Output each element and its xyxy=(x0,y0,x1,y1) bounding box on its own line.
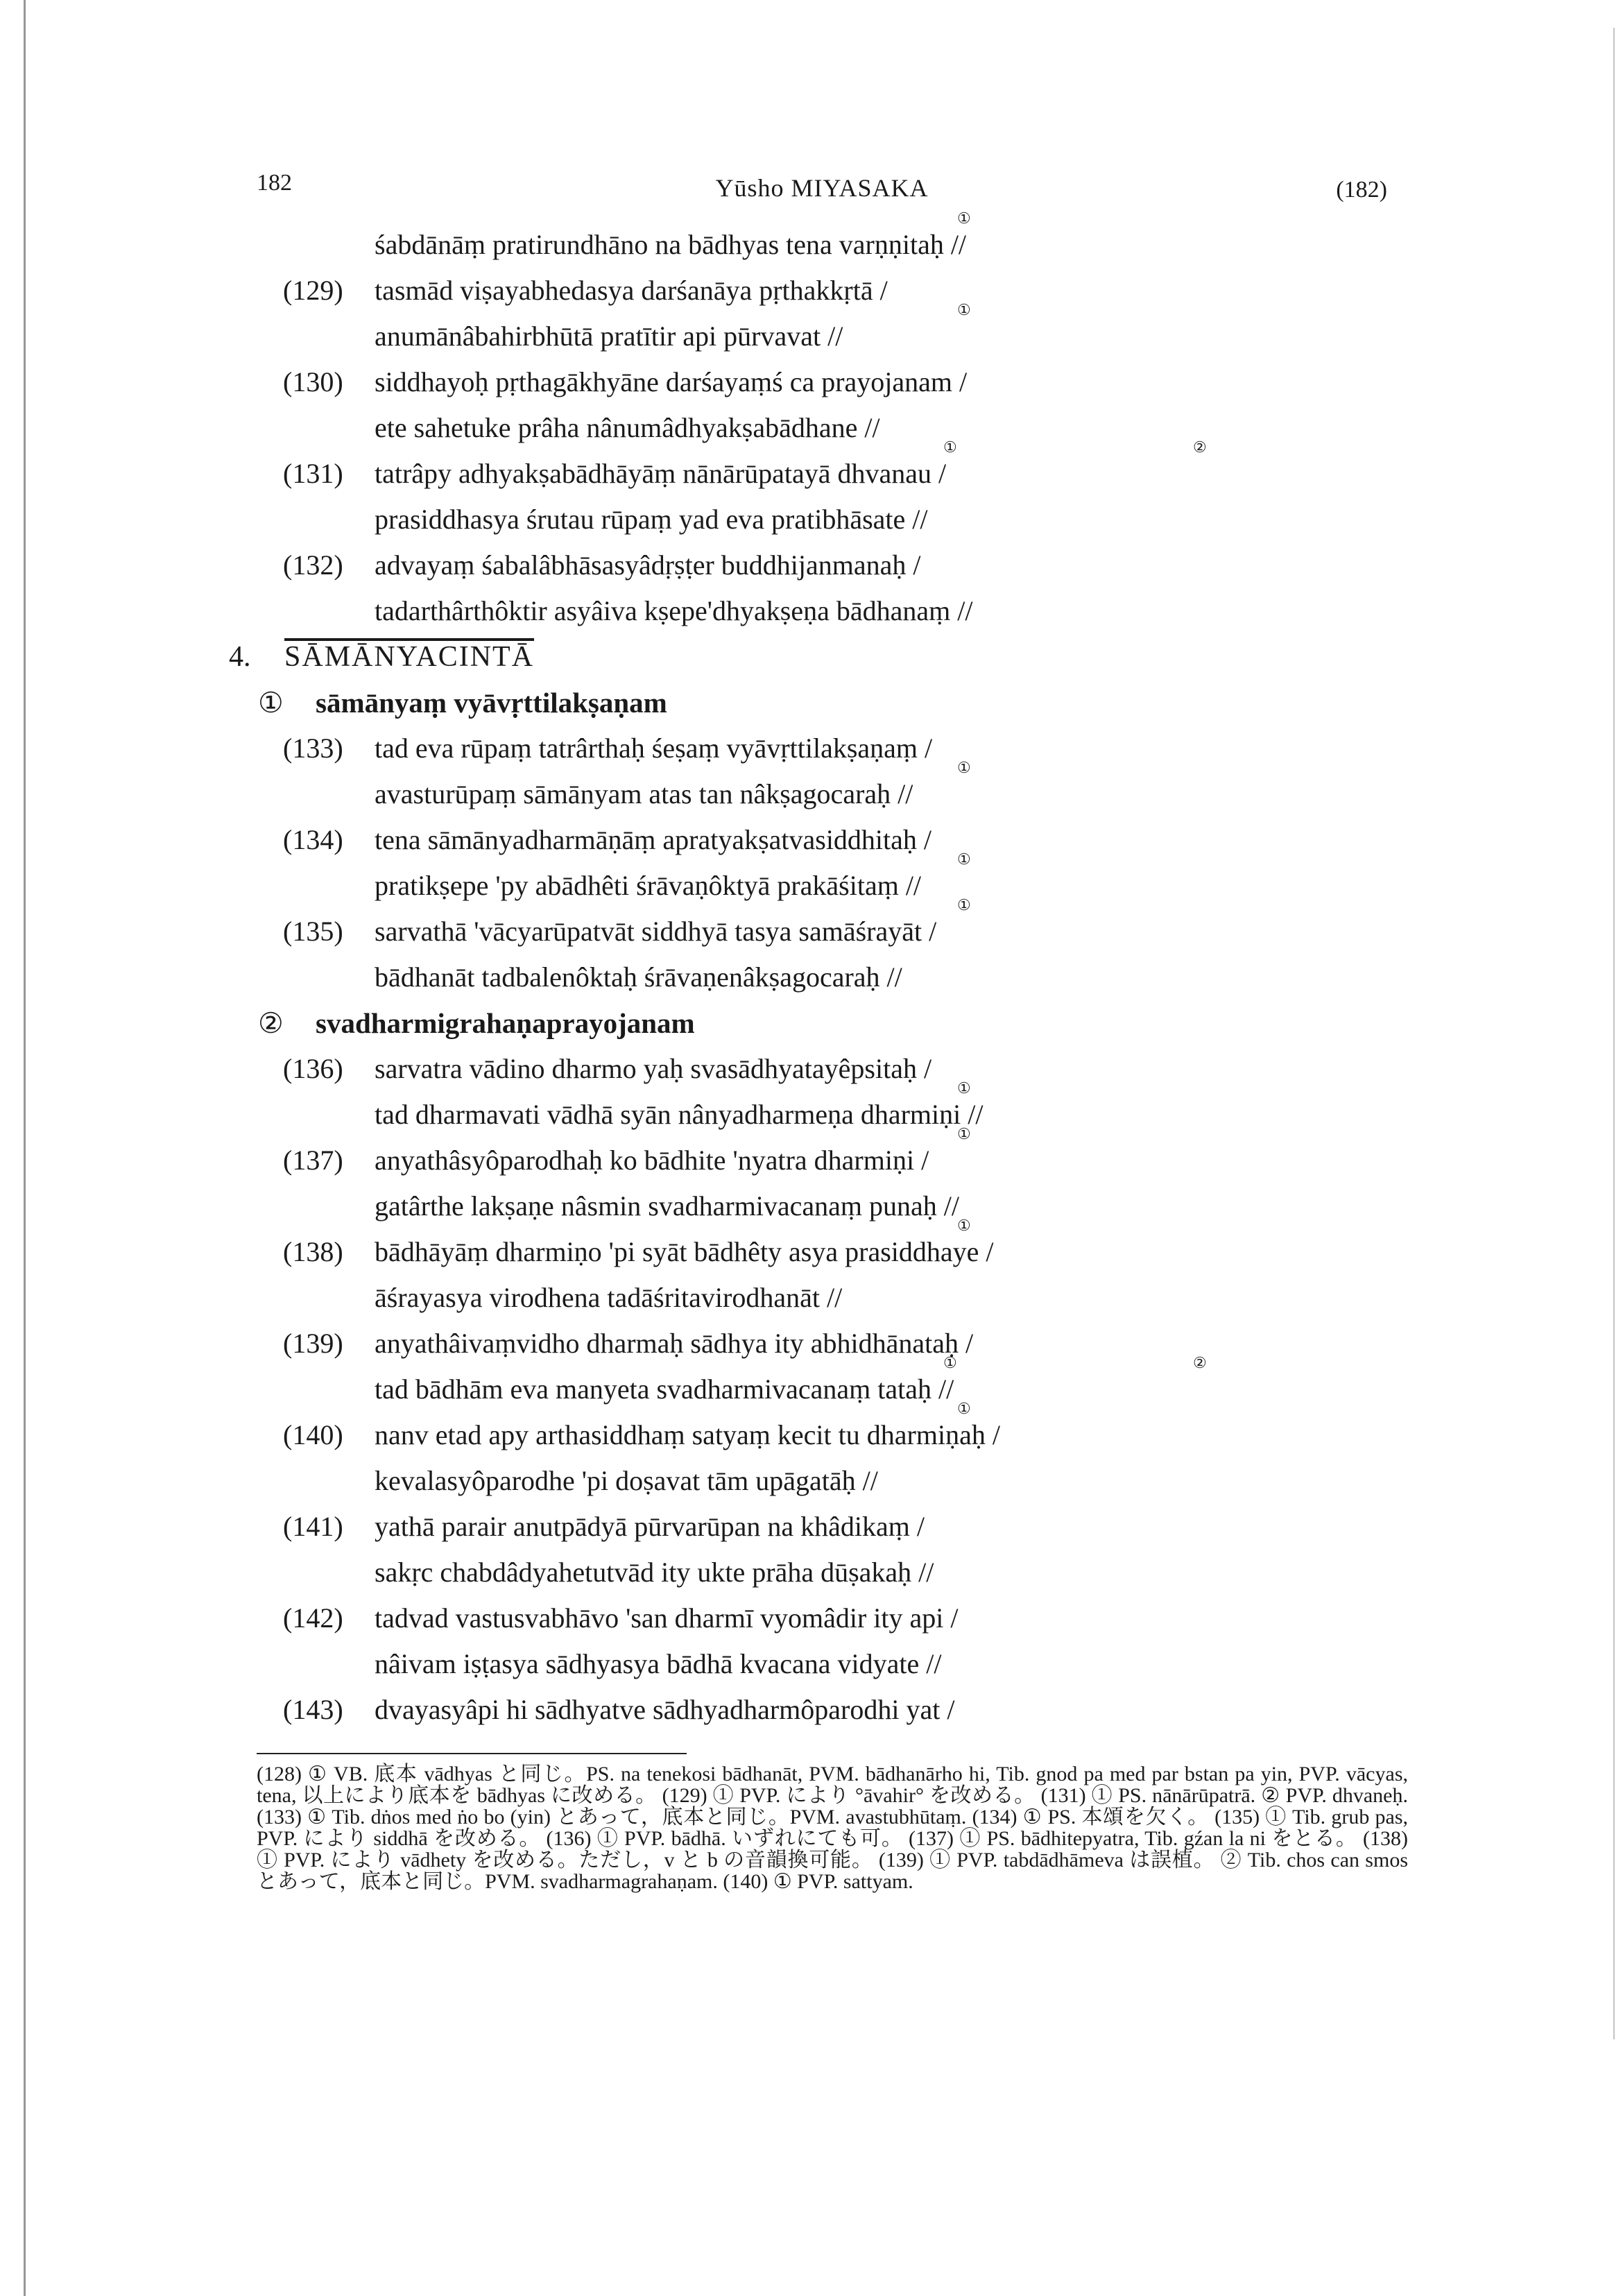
subsection-title: sāmānyaṃ vyāvṛttilakṣaṇam xyxy=(316,687,667,719)
verse-text: bādhanāt tadbalenôktaḥ śrāvaṇenâkṣagocaraḥ // xyxy=(375,961,902,993)
scan-edge-right xyxy=(1613,28,1615,2039)
note-marker: ① xyxy=(957,1217,971,1234)
verse-line xyxy=(229,759,1422,817)
verse-text: tadarthârthôktir asyâiva kṣepe'dhyakṣeṇa bādhanaṃ // xyxy=(375,595,973,626)
verse-text: sakṛc chabdâdyahetutvād ity ukte prāha dūṣakaḥ // xyxy=(375,1557,934,1588)
verse-text: siddhayoḥ pṛthagākhyāne darśayaṃś ca prayojanam / xyxy=(375,366,968,397)
verse-text: tad eva rūpaṃ tatrârthaḥ śeṣaṃ vyāvṛttilakṣaṇaṃ / xyxy=(375,733,933,764)
verse-line xyxy=(229,209,1422,268)
verse-number: (142) xyxy=(283,1602,343,1634)
subsection-number: ① xyxy=(258,687,284,719)
verse-number: (134) xyxy=(283,824,343,855)
verse-number: (131) xyxy=(283,458,343,489)
note-marker: ① xyxy=(957,759,971,776)
verse-line xyxy=(229,896,1422,954)
verse-number: (137) xyxy=(283,1145,343,1176)
verse-line xyxy=(229,1641,1422,1687)
subsection-heading-1 xyxy=(229,680,1422,726)
verse-text: tadvad vastusvabhāvo 'san dharmī vyomâdir ity api / xyxy=(375,1602,959,1634)
note-marker: ① xyxy=(957,1400,971,1417)
verse-text: nanv etad apy arthasiddhaṃ satyaṃ kecit tu dharmiṇaḥ / xyxy=(375,1419,1000,1450)
verse-text: advayaṃ śabalâbhāsasyâdṛṣṭer buddhijanmanaḥ / xyxy=(375,549,921,581)
note-marker: ① xyxy=(943,1354,957,1371)
verse-line xyxy=(229,1079,1422,1138)
page-number-right: (182) xyxy=(1336,177,1387,203)
verse-number: (135) xyxy=(283,916,343,947)
note-marker: ① xyxy=(957,896,971,914)
subsection-title: svadharmigrahaṇaprayojanam xyxy=(316,1007,695,1039)
verse-text: ete sahetuke prâha nânumâdhyakṣabādhane // xyxy=(375,412,880,443)
verse-line xyxy=(229,726,1422,771)
verse-text: sarvatra vādino dharmo yaḥ svasādhyatayêpsitaḥ / xyxy=(375,1053,932,1084)
verse-number: (129) xyxy=(283,275,343,306)
verse-line xyxy=(229,817,1422,863)
verse-line xyxy=(229,1046,1422,1092)
subsection-heading-2 xyxy=(229,1000,1422,1046)
verse-line xyxy=(229,850,1422,909)
verse-line xyxy=(229,268,1422,314)
note-marker: ① xyxy=(943,438,957,456)
verse-line xyxy=(229,405,1422,451)
verse-line xyxy=(229,588,1422,634)
verse-text: anyathâivaṃvidho dharmaḥ sādhya ity abhidhānataḥ / xyxy=(375,1328,974,1359)
verse-text: kevalasyôparodhe 'pi doṣavat tām upāgatāḥ // xyxy=(375,1465,878,1496)
footnote-rule xyxy=(257,1753,687,1754)
verse-number: (139) xyxy=(283,1328,343,1359)
note-marker: ① xyxy=(957,850,971,868)
verse-line xyxy=(229,954,1422,1000)
verse-text: yathā parair anutpādyā pūrvarūpan na khâdikaṃ / xyxy=(375,1511,925,1542)
verse-line xyxy=(229,1321,1422,1367)
verse-number: (138) xyxy=(283,1236,343,1267)
verse-line xyxy=(229,1458,1422,1504)
note-marker: ① xyxy=(957,1079,971,1097)
verse-line xyxy=(229,1275,1422,1321)
running-title: Yūsho MIYASAKA xyxy=(715,174,929,202)
section-title: SĀMĀNYACINTĀ xyxy=(284,641,535,673)
verse-text: śabdānāṃ pratirundhāno na bādhyas tena varṇṇitaḥ // xyxy=(375,229,967,260)
verse-line xyxy=(229,1354,1422,1412)
verse-number: (136) xyxy=(283,1053,343,1084)
note-marker: ① xyxy=(957,1125,971,1142)
verse-line xyxy=(229,1400,1422,1458)
verse-number: (143) xyxy=(283,1694,343,1725)
verse-line xyxy=(229,1550,1422,1595)
main-text xyxy=(229,209,1422,1733)
footnotes: (128) ① VB. 底本 vādhyas と同じ。PS. na tenekosi bādhanāt, PVM. bādhanārho hi, Tib. gnod pa med par bstan pa yin, PVP. vācyas, tena, 以上により底本を bādhyas に改める。 (129) ① PVP. により °āvahir° を改める。 (131) ① PS. nānārūpatrā. ② PVP. dhvaneḥ. (133) ① Tib. dṅos med ṅo bo (yin) とあって，底本と同じ。PVM. avastubhūtaṃ. (134) ① PS. 本頌を欠く。 (135) ① Tib. grub pas, PVP. により siddhā を改める。 (136) ① PVP. bādhā. いずれにても可。 (137) ① PS. bādhitepyatra, Tib. gźan la ni をとる。 (138) ① PVP. により vādhety を改める。ただし，v と b の音韻換可能。 (139) ① PVP. tabdādhāmeva は誤植。 ② Tib. chos can smos とあって，底本と同じ。PVM. svadharmagrahaṇam. (140) ① PVP. sattyam. xyxy=(257,1763,1408,1893)
verse-group-2 xyxy=(229,726,1422,1000)
note-marker: ① xyxy=(957,301,971,318)
verse-text: gatârthe lakṣaṇe nâsmin svadharmivacanaṃ punaḥ // xyxy=(375,1190,960,1222)
verse-line xyxy=(229,1687,1422,1733)
verse-number: (130) xyxy=(283,366,343,397)
verse-text: nâivam iṣṭasya sādhyasya bādhā kvacana vidyate // xyxy=(375,1648,942,1679)
verse-text: āśrayasya virodhena tadāśritavirodhanāt // xyxy=(375,1282,843,1313)
verse-text: prasiddhasya śrutau rūpaṃ yad eva pratibhāsate // xyxy=(375,504,928,535)
verse-line xyxy=(229,1183,1422,1229)
verse-text: tad dharmavati vādhā syān nânyadharmeṇa dharmiṇi // xyxy=(375,1099,984,1130)
verse-text: dvayasyâpi hi sādhyatve sādhyadharmôparodhi yat / xyxy=(375,1694,955,1725)
verse-text: bādhāyāṃ dharmiṇo 'pi syāt bādhêty asya prasiddhaye / xyxy=(375,1236,994,1267)
page-number-left: 182 xyxy=(257,170,292,196)
verse-text: tasmād viṣayabhedasya darśanāya pṛthakkṛtā / xyxy=(375,275,888,306)
verse-number: (133) xyxy=(283,733,343,764)
verse-group-3 xyxy=(229,1046,1422,1733)
section-number: 4. xyxy=(229,641,251,673)
scan-edge-left xyxy=(24,0,26,2296)
verse-text: pratikṣepe 'py abādhêti śrāvaṇôktyā prakāśitaṃ // xyxy=(375,870,922,901)
verse-number: (132) xyxy=(283,549,343,581)
verse-line xyxy=(229,497,1422,542)
verse-number: (141) xyxy=(283,1511,343,1542)
note-marker: ② xyxy=(1193,438,1207,456)
verse-text: sarvathā 'vācyarūpatvāt siddhyā tasya samāśrayāt / xyxy=(375,916,937,947)
verse-text: avasturūpaṃ sāmānyam atas tan nâkṣagocaraḥ // xyxy=(375,778,913,809)
verse-text: tatrâpy adhyakṣabādhāyāṃ nānārūpatayā dhvanau / xyxy=(375,458,947,489)
note-marker: ① xyxy=(957,209,971,227)
verse-line xyxy=(229,1125,1422,1183)
verse-line xyxy=(229,1217,1422,1275)
subsection-number: ② xyxy=(258,1007,284,1039)
verse-line xyxy=(229,359,1422,405)
note-marker: ② xyxy=(1193,1354,1207,1371)
verse-line xyxy=(229,1595,1422,1641)
verse-line xyxy=(229,1504,1422,1550)
verse-text: tena sāmānyadharmāṇāṃ apratyakṣatvasiddhitaḥ / xyxy=(375,824,932,855)
page-header xyxy=(257,170,1387,205)
verse-line xyxy=(229,301,1422,359)
verse-text: tad bādhām eva manyeta svadharmivacanaṃ tataḥ // xyxy=(375,1373,954,1405)
verse-text: anumānâbahirbhūtā pratītir api pūrvavat // xyxy=(375,320,843,352)
verse-group-1 xyxy=(229,209,1422,634)
verse-line xyxy=(229,542,1422,588)
verse-line xyxy=(229,438,1422,497)
section-heading xyxy=(229,634,1422,680)
verse-number: (140) xyxy=(283,1419,343,1450)
verse-text: anyathâsyôparodhaḥ ko bādhite 'nyatra dharmiṇi / xyxy=(375,1145,929,1176)
